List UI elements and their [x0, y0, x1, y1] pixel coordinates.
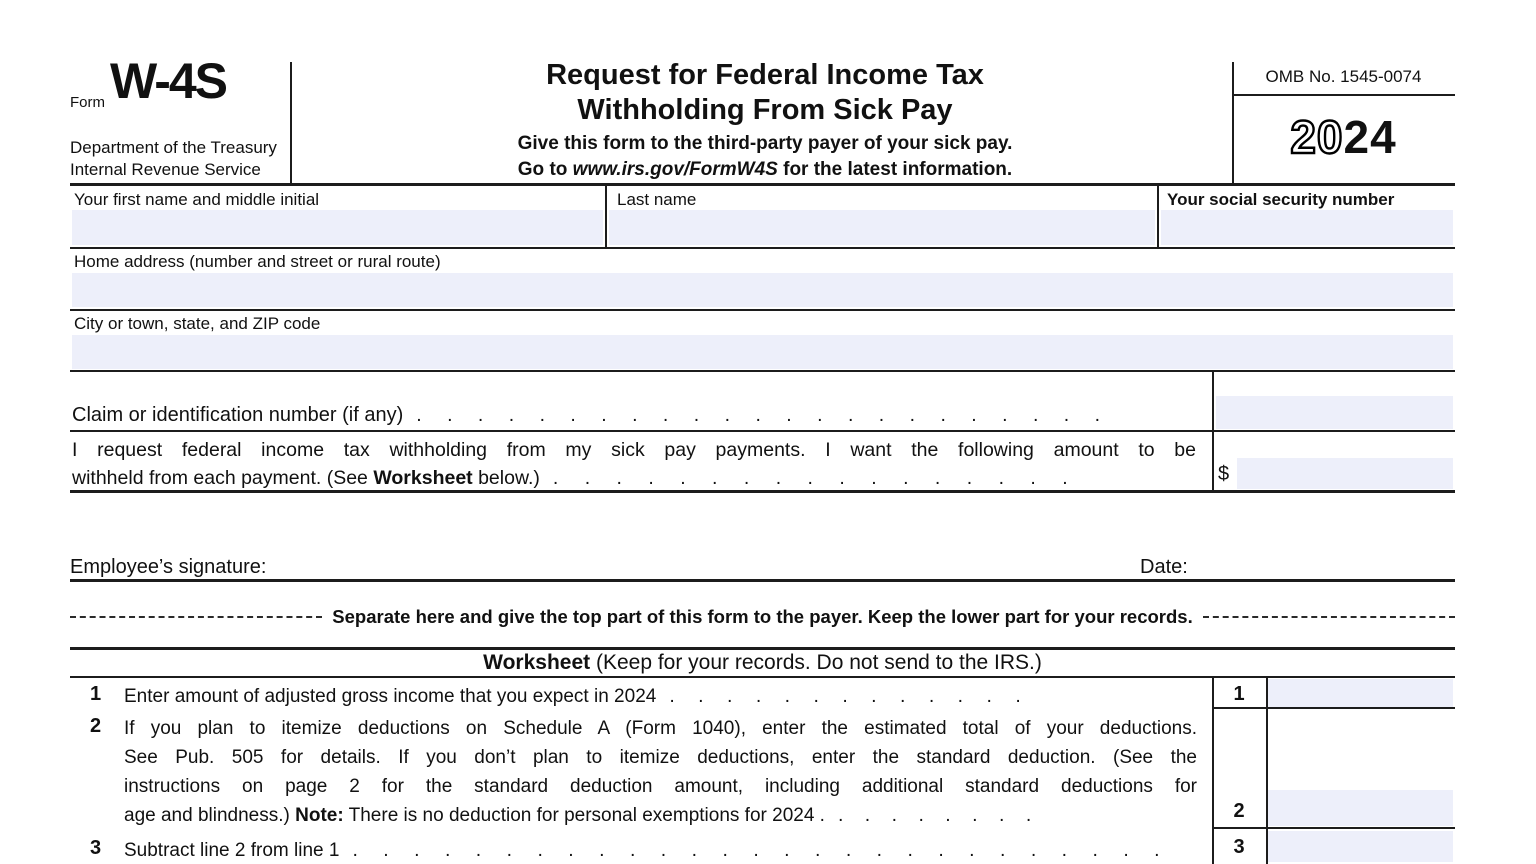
separate-here-band — [70, 606, 1455, 628]
worksheet-line3-box-number: 3 — [1233, 836, 1245, 858]
tax-year-bold: 24 — [1343, 111, 1397, 163]
withholding-amount-input[interactable] — [1237, 458, 1453, 489]
tax-year — [1232, 110, 1455, 164]
request-line2-pre: withheld from each payment. (See — [72, 467, 374, 489]
agency-line-2: Internal Revenue Service — [70, 160, 261, 179]
separate-here-text: Separate here and give the top part of this form to the payer. Keep the lower part for your records. — [332, 606, 1193, 627]
claim-number-input[interactable] — [1216, 396, 1453, 429]
header-divider-left — [290, 62, 292, 184]
subtitle-go-to: Go to — [517, 159, 573, 180]
claim-row-rule — [70, 430, 1455, 432]
worksheet-line1-rule — [1212, 707, 1455, 709]
worksheet-line2-text-3: instructions on page 2 for the standard deduction amount, including additional standard deductions for — [124, 776, 1197, 797]
worksheet-ref-bold: Worksheet — [373, 467, 473, 489]
row1-bottom-rule — [70, 247, 1455, 249]
request-dot-leader: . . . . . . . . . . . . . . . . . — [552, 467, 1068, 489]
worksheet-line3-row — [124, 836, 1197, 864]
form-title-line-1: Request for Federal Income Tax — [546, 59, 984, 91]
row2-bottom-rule — [70, 309, 1455, 311]
form-url: www.irs.gov/FormW4S — [572, 159, 778, 180]
worksheet-line2-text-1: If you plan to itemize deductions on Schedule A (Form 1040), enter the estimated total of your deductions. — [124, 718, 1197, 739]
dollar-sign: $ — [1218, 463, 1230, 485]
worksheet-line1-input[interactable] — [1268, 679, 1453, 707]
omb-underline — [1232, 94, 1455, 96]
omb-number: OMB No. 1545-0074 — [1265, 67, 1422, 86]
worksheet-line2-rule — [1212, 827, 1455, 829]
first-name-input[interactable] — [72, 210, 603, 245]
claim-number-label: Claim or identification number (if any) — [72, 404, 404, 426]
first-name-label: Your first name and middle initial — [74, 190, 320, 209]
worksheet-line3-text: Subtract line 2 from line 1 — [124, 840, 340, 861]
last-name-input[interactable] — [609, 210, 1155, 245]
header-bottom-rule — [70, 183, 1455, 186]
signature-label: Employee’s signature: — [70, 556, 267, 578]
form-number: W-4S — [110, 53, 226, 109]
date-input[interactable] — [1195, 560, 1453, 579]
ssn-column-divider — [1157, 186, 1159, 247]
tax-year-outline: 20 — [1290, 111, 1344, 163]
worksheet-line2-box-number: 2 — [1233, 800, 1245, 822]
worksheet-top-rule — [70, 647, 1455, 650]
worksheet-line3-number: 3 — [90, 837, 102, 859]
form-subtitle-1: Give this form to the third-party payer of your sick pay. — [517, 133, 1013, 154]
worksheet-line3-dot-leader: . . . . . . . . . . . . . . . . . . . . . . . . . . . — [352, 839, 1160, 861]
request-text-line-2 — [72, 465, 1196, 492]
worksheet-title-rest: (Keep for your records. Do not send to the IRS.) — [590, 651, 1042, 674]
worksheet-line1-row — [124, 682, 1197, 711]
worksheet-line2-input[interactable] — [1268, 790, 1453, 826]
worksheet-line1-dot-leader: . . . . . . . . . . . . . — [669, 685, 1021, 707]
worksheet-line1-text: Enter amount of adjusted gross income that you expect in 2024 — [124, 686, 657, 707]
row3-bottom-rule — [70, 370, 1455, 372]
note-label: Note: — [295, 805, 344, 826]
claim-number-row — [72, 402, 1194, 429]
city-state-zip-label: City or town, state, and ZIP code — [74, 314, 321, 333]
last-name-label: Last name — [617, 190, 697, 209]
worksheet-line2-text4-post: There is no deduction for personal exemptions for 2024 . — [343, 805, 825, 826]
agency-line-1: Department of the Treasury — [70, 138, 277, 157]
home-address-input[interactable] — [72, 273, 1453, 307]
worksheet-line1-number: 1 — [90, 683, 102, 705]
worksheet-line2-dot-leader: . . . . . . . . — [837, 804, 1032, 826]
signature-input[interactable] — [90, 560, 1130, 579]
worksheet-title — [70, 651, 1455, 675]
separator-dashes-right — [1203, 616, 1455, 618]
form-subtitle-2 — [300, 159, 1230, 181]
worksheet-line2-text-4 — [124, 801, 1197, 830]
home-address-label: Home address (number and street or rural route) — [74, 252, 441, 271]
form-title-line-2: Withholding From Sick Pay — [577, 94, 953, 126]
worksheet-line2-number: 2 — [90, 715, 102, 737]
worksheet-title-bold: Worksheet — [483, 651, 591, 674]
worksheet-line1-box-number: 1 — [1233, 683, 1245, 705]
ssn-label: Your social security number — [1167, 190, 1395, 209]
date-label: Date: — [1140, 556, 1188, 578]
worksheet-title-rule — [70, 676, 1455, 678]
request-text-line-1: I request federal income tax withholding from my sick pay payments. I want the following amount to be — [72, 439, 1196, 461]
worksheet-line2-text-2: See Pub. 505 for details. If you don’t plan to itemize deductions, enter the standard deduction. (See the — [124, 747, 1197, 768]
form-word-label: Form — [70, 94, 105, 111]
ssn-input[interactable] — [1161, 210, 1453, 245]
claim-dot-leader: . . . . . . . . . . . . . . . . . . . . . . . — [416, 404, 1101, 426]
top-part-bottom-rule — [70, 490, 1455, 493]
worksheet-line2-text4-pre: age and blindness.) — [124, 805, 296, 826]
signature-rule — [70, 579, 1455, 582]
subtitle-latest-info: for the latest information. — [777, 159, 1013, 180]
request-line2-post: below.) — [472, 467, 540, 489]
name-column-divider — [605, 186, 607, 247]
worksheet-line3-input[interactable] — [1268, 831, 1453, 862]
city-state-zip-input[interactable] — [72, 335, 1453, 369]
separator-dashes-left — [70, 616, 322, 618]
